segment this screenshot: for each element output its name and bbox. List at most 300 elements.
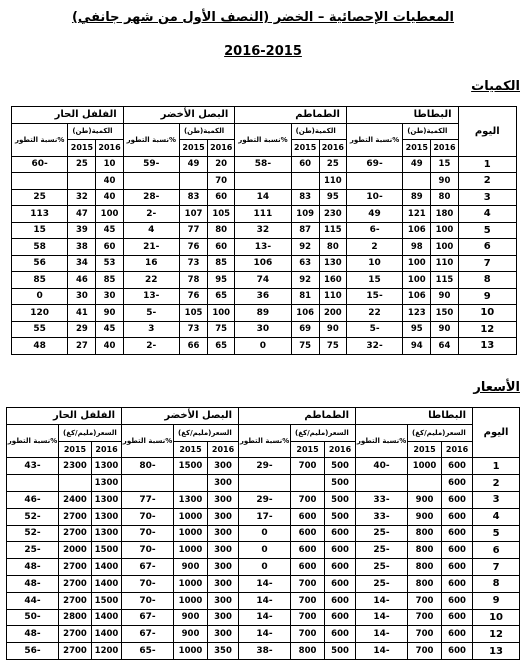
price-cell-2015: 1000 — [174, 525, 208, 542]
price-header-metrics — [7, 424, 520, 441]
qty-cell-pct: 21- — [123, 239, 179, 256]
qty-cell-2015: 49 — [179, 156, 207, 173]
qty-value-header: الكمية(طن) — [291, 123, 346, 140]
price-cell-pct: 0 — [239, 525, 291, 542]
qty-cell-2016: 40 — [96, 173, 123, 190]
price-cell-pct: 67- — [122, 626, 174, 643]
qty-cell-2016: 75 — [208, 321, 235, 338]
qty-cell-2015: 27 — [68, 338, 96, 355]
price-cell-pct: 0 — [239, 542, 291, 559]
qty-cell-2015: 38 — [68, 239, 96, 256]
price-cell-2016: 300 — [208, 458, 239, 475]
price-row — [7, 575, 520, 592]
price-cell-2016: 1400 — [92, 575, 122, 592]
qty-cell-pct: 15 — [12, 222, 68, 239]
price-cell-2015: 700 — [291, 609, 325, 626]
price-cell-2015: 2700 — [59, 559, 92, 576]
price-cell-pct: 48- — [7, 626, 59, 643]
qty-cell-pct: 13- — [235, 239, 291, 256]
qty-cell-day: 5 — [458, 222, 516, 239]
qty-cell-day: 9 — [458, 288, 516, 305]
qty-year-header: 2015 — [68, 140, 96, 157]
qty-cell-2015: 92 — [291, 272, 319, 289]
price-day-header: اليوم — [473, 408, 520, 458]
price-cell-day: 13 — [473, 643, 520, 660]
qty-cell-2015: 25 — [68, 156, 96, 173]
qty-product-header: البطاطا — [346, 107, 458, 124]
price-cell-pct: 14- — [239, 609, 291, 626]
price-cell-2015: 700 — [408, 592, 442, 609]
qty-cell-2015: 76 — [179, 239, 207, 256]
qty-cell-2016: 60 — [96, 239, 123, 256]
qty-cell-2015: 106 — [291, 305, 319, 322]
qty-cell-2016: 60 — [208, 189, 235, 206]
price-cell-2016: 600 — [442, 559, 473, 576]
qty-row — [12, 222, 517, 239]
qty-cell-2015: 81 — [291, 288, 319, 305]
price-cell-2015: 600 — [291, 542, 325, 559]
price-product-header: البطاطا — [356, 408, 473, 425]
price-value-header: السعر(مليم/كغ) — [59, 424, 122, 441]
price-cell-2016: 600 — [325, 609, 356, 626]
qty-cell-2015: 94 — [403, 338, 431, 355]
price-cell-pct: 17- — [239, 508, 291, 525]
qty-cell-2015: 63 — [291, 255, 319, 272]
price-cell-pct: 65- — [122, 643, 174, 660]
price-value-header: السعر(مليم/كغ) — [291, 424, 356, 441]
qty-cell-2015: 73 — [179, 255, 207, 272]
price-row — [7, 559, 520, 576]
price-cell-2015: 900 — [408, 491, 442, 508]
qty-row — [12, 173, 517, 190]
qty-cell-day: 4 — [458, 206, 516, 223]
price-row — [7, 508, 520, 525]
qty-cell-pct — [235, 173, 291, 190]
price-year-header: 2015 — [174, 441, 208, 458]
qty-cell-2016: 75 — [319, 338, 346, 355]
qty-cell-pct — [123, 173, 179, 190]
price-cell-day: 8 — [473, 575, 520, 592]
qty-cell-pct: 4 — [123, 222, 179, 239]
qty-cell-2015: 100 — [403, 272, 431, 289]
price-cell-2016: 1500 — [92, 592, 122, 609]
quantities-section-title: الكميات — [471, 79, 520, 94]
price-cell-2015: 2700 — [59, 626, 92, 643]
qty-row — [12, 156, 517, 173]
price-cell-day: 4 — [473, 508, 520, 525]
qty-cell-day: 6 — [458, 239, 516, 256]
document-title: المعطيات الإحصائية – الخضر (النصف الأول من شهر جانفي) — [71, 10, 455, 25]
price-cell-pct: 38- — [239, 643, 291, 660]
price-cell-2015 — [291, 475, 325, 492]
price-cell-pct: 25- — [356, 542, 408, 559]
price-cell-2015: 900 — [174, 626, 208, 643]
price-year-header: 2016 — [325, 441, 356, 458]
price-value-header: السعر(مليم/كغ) — [408, 424, 473, 441]
qty-cell-pct: 111 — [235, 206, 291, 223]
qty-cell-pct: 2- — [123, 338, 179, 355]
qty-cell-pct: 14 — [235, 189, 291, 206]
qty-cell-pct: 22 — [123, 272, 179, 289]
price-cell-2016: 600 — [442, 592, 473, 609]
price-cell-pct: 14- — [356, 592, 408, 609]
qty-cell-pct: 15- — [346, 288, 402, 305]
qty-cell-2016: 20 — [208, 156, 235, 173]
qty-cell-pct: 0 — [235, 338, 291, 355]
price-row — [7, 626, 520, 643]
qty-cell-2016: 80 — [431, 189, 458, 206]
price-cell-day: 6 — [473, 542, 520, 559]
qty-cell-2016: 100 — [431, 239, 458, 256]
price-cell-pct — [7, 475, 59, 492]
price-cell-2015: 700 — [291, 575, 325, 592]
price-cell-2016: 1400 — [92, 609, 122, 626]
qty-cell-2016: 60 — [208, 239, 235, 256]
price-row — [7, 609, 520, 626]
qty-cell-2016: 80 — [208, 222, 235, 239]
price-year-header: 2015 — [291, 441, 325, 458]
qty-cell-2016: 10 — [96, 156, 123, 173]
price-cell-pct — [122, 475, 174, 492]
qty-cell-2015 — [68, 173, 96, 190]
qty-cell-2015: 109 — [291, 206, 319, 223]
price-cell-pct: 14- — [239, 592, 291, 609]
qty-year-header: 2015 — [291, 140, 319, 157]
qty-day-header: اليوم — [458, 107, 516, 157]
qty-cell-2016: 70 — [208, 173, 235, 190]
price-cell-pct: 70- — [122, 525, 174, 542]
qty-cell-day: 7 — [458, 255, 516, 272]
qty-row — [12, 338, 517, 355]
price-row — [7, 491, 520, 508]
qty-cell-pct: 13- — [123, 288, 179, 305]
qty-cell-pct: 120 — [12, 305, 68, 322]
price-value-header: السعر(مليم/كغ) — [174, 424, 239, 441]
qty-cell-2015 — [179, 173, 207, 190]
qty-cell-2016: 115 — [431, 272, 458, 289]
price-cell-pct: 48- — [7, 575, 59, 592]
qty-cell-2015: 106 — [403, 288, 431, 305]
qty-cell-2016: 65 — [208, 338, 235, 355]
price-cell-2016: 500 — [325, 491, 356, 508]
price-cell-2015 — [59, 475, 92, 492]
prices-section-title: الأسعار — [473, 380, 520, 395]
qty-header-products — [12, 107, 517, 124]
price-cell-2016: 600 — [442, 575, 473, 592]
price-cell-2016: 600 — [325, 592, 356, 609]
qty-cell-pct: 106 — [235, 255, 291, 272]
qty-cell-day: 3 — [458, 189, 516, 206]
qty-cell-2016: 130 — [319, 255, 346, 272]
qty-cell-pct: 10 — [346, 255, 402, 272]
qty-cell-pct: 0 — [12, 288, 68, 305]
price-cell-pct: 33- — [356, 508, 408, 525]
price-cell-2016: 600 — [442, 475, 473, 492]
price-cell-2015: 2300 — [59, 458, 92, 475]
qty-row — [12, 305, 517, 322]
price-pct-header: نسبة التطور% — [239, 424, 291, 458]
qty-cell-pct: 85 — [12, 272, 68, 289]
qty-cell-2016: 90 — [431, 173, 458, 190]
price-cell-2015: 1000 — [174, 592, 208, 609]
price-cell-pct: 14- — [356, 643, 408, 660]
qty-cell-2016: 40 — [96, 189, 123, 206]
price-cell-2016: 1300 — [92, 458, 122, 475]
qty-cell-2015: 69 — [291, 321, 319, 338]
price-cell-2016: 1400 — [92, 626, 122, 643]
qty-row — [12, 189, 517, 206]
qty-cell-pct: 113 — [12, 206, 68, 223]
qty-cell-2016: 25 — [319, 156, 346, 173]
qty-cell-pct: 48 — [12, 338, 68, 355]
qty-cell-2016: 30 — [96, 288, 123, 305]
price-product-header: البصل الأخضر — [122, 408, 239, 425]
qty-cell-2016: 110 — [319, 173, 346, 190]
price-cell-2015: 2700 — [59, 508, 92, 525]
qty-cell-pct: 5- — [346, 321, 402, 338]
qty-cell-2016: 110 — [319, 288, 346, 305]
price-year-header: 2016 — [92, 441, 122, 458]
qty-cell-pct: 2- — [123, 206, 179, 223]
price-cell-pct: 14- — [356, 626, 408, 643]
price-year-header: 2015 — [408, 441, 442, 458]
price-cell-2015: 1000 — [408, 458, 442, 475]
qty-cell-pct: 6- — [346, 222, 402, 239]
price-pct-header: نسبة التطور% — [356, 424, 408, 458]
price-cell-2015: 800 — [408, 559, 442, 576]
qty-cell-2015: 107 — [179, 206, 207, 223]
qty-cell-2015: 106 — [403, 222, 431, 239]
qty-year-header: 2015 — [179, 140, 207, 157]
qty-cell-2015: 30 — [68, 288, 96, 305]
qty-cell-pct: 60- — [12, 156, 68, 173]
qty-cell-2015: 92 — [291, 239, 319, 256]
qty-cell-day: 2 — [458, 173, 516, 190]
price-cell-2015: 900 — [174, 559, 208, 576]
qty-cell-day: 13 — [458, 338, 516, 355]
qty-header-metrics — [12, 123, 517, 140]
qty-cell-2015: 98 — [403, 239, 431, 256]
price-year-header: 2016 — [208, 441, 239, 458]
price-cell-2016: 1300 — [92, 525, 122, 542]
price-cell-2015: 600 — [291, 525, 325, 542]
qty-cell-pct: 49 — [346, 206, 402, 223]
qty-cell-2016: 45 — [96, 321, 123, 338]
price-cell-2015: 800 — [408, 525, 442, 542]
price-cell-2016: 1300 — [92, 508, 122, 525]
price-cell-pct: 0 — [239, 559, 291, 576]
price-cell-pct: 70- — [122, 592, 174, 609]
price-cell-pct: 67- — [122, 559, 174, 576]
price-cell-2015: 700 — [291, 491, 325, 508]
qty-cell-2016: 85 — [96, 272, 123, 289]
price-cell-2016: 300 — [208, 575, 239, 592]
qty-cell-2016: 45 — [96, 222, 123, 239]
qty-row — [12, 321, 517, 338]
qty-cell-day: 8 — [458, 272, 516, 289]
qty-product-header: الطماطم — [235, 107, 347, 124]
price-cell-pct: 77- — [122, 491, 174, 508]
qty-cell-2016: 110 — [431, 255, 458, 272]
price-cell-2016: 500 — [325, 475, 356, 492]
price-cell-pct: 25- — [356, 575, 408, 592]
qty-cell-2015: 29 — [68, 321, 96, 338]
qty-cell-2015: 47 — [68, 206, 96, 223]
price-cell-2016: 600 — [325, 542, 356, 559]
years-title: 2016-2015 — [224, 44, 302, 59]
qty-cell-pct: 58- — [235, 156, 291, 173]
qty-cell-pct: 2 — [346, 239, 402, 256]
price-cell-2015 — [408, 475, 442, 492]
qty-row — [12, 255, 517, 272]
price-pct-header: نسبة التطور% — [122, 424, 174, 458]
qty-cell-pct: 28- — [123, 189, 179, 206]
price-cell-day: 2 — [473, 475, 520, 492]
price-cell-2016: 300 — [208, 491, 239, 508]
qty-cell-2015: 75 — [291, 338, 319, 355]
qty-value-header: الكمية(طن) — [179, 123, 234, 140]
price-cell-2016: 500 — [325, 508, 356, 525]
qty-pct-header: نسبة التطور% — [346, 123, 402, 156]
qty-cell-pct: 30 — [235, 321, 291, 338]
price-cell-day: 9 — [473, 592, 520, 609]
qty-value-header: الكمية(طن) — [68, 123, 123, 140]
price-cell-2015: 1000 — [174, 575, 208, 592]
price-cell-2015: 2400 — [59, 491, 92, 508]
qty-row — [12, 272, 517, 289]
price-cell-2015: 2800 — [59, 609, 92, 626]
qty-cell-2016: 95 — [208, 272, 235, 289]
price-cell-2015: 700 — [408, 609, 442, 626]
price-cell-2016: 1300 — [92, 475, 122, 492]
price-cell-2016: 300 — [208, 475, 239, 492]
qty-cell-2016: 100 — [208, 305, 235, 322]
price-cell-2015: 700 — [408, 626, 442, 643]
qty-cell-pct: 15 — [346, 272, 402, 289]
qty-cell-2016: 100 — [431, 222, 458, 239]
qty-year-header: 2016 — [208, 140, 235, 157]
price-cell-2016: 1200 — [92, 643, 122, 660]
qty-cell-2015: 49 — [403, 156, 431, 173]
qty-cell-2016: 90 — [319, 321, 346, 338]
quantities-table — [11, 106, 517, 355]
qty-cell-2016: 90 — [431, 288, 458, 305]
qty-cell-pct: 56 — [12, 255, 68, 272]
qty-cell-2015: 123 — [403, 305, 431, 322]
price-cell-pct: 14- — [239, 626, 291, 643]
qty-pct-header: نسبة التطور% — [235, 123, 291, 156]
price-cell-2016: 600 — [442, 542, 473, 559]
price-cell-2016: 600 — [442, 609, 473, 626]
price-cell-pct: 33- — [356, 491, 408, 508]
price-cell-pct: 70- — [122, 508, 174, 525]
price-cell-pct: 40- — [356, 458, 408, 475]
qty-cell-2016: 80 — [319, 239, 346, 256]
price-cell-2015: 1500 — [174, 458, 208, 475]
price-cell-day: 7 — [473, 559, 520, 576]
qty-cell-2016: 150 — [431, 305, 458, 322]
price-cell-pct: 14- — [239, 575, 291, 592]
price-cell-day: 12 — [473, 626, 520, 643]
price-cell-2016: 600 — [442, 525, 473, 542]
price-cell-2015: 2000 — [59, 542, 92, 559]
price-row — [7, 525, 520, 542]
qty-cell-pct: 69- — [346, 156, 402, 173]
price-cell-2015: 900 — [174, 609, 208, 626]
price-cell-2016: 600 — [325, 575, 356, 592]
price-cell-2015: 700 — [291, 592, 325, 609]
price-cell-pct: 48- — [7, 559, 59, 576]
qty-cell-2015: 60 — [291, 156, 319, 173]
qty-cell-2015: 78 — [179, 272, 207, 289]
price-cell-2016: 600 — [442, 626, 473, 643]
price-row — [7, 592, 520, 609]
qty-cell-pct: 36 — [235, 288, 291, 305]
qty-product-header: البصل الأخضر — [123, 107, 235, 124]
qty-cell-2015: 73 — [179, 321, 207, 338]
qty-year-header: 2016 — [96, 140, 123, 157]
qty-year-header: 2015 — [403, 140, 431, 157]
price-cell-pct: 25- — [356, 525, 408, 542]
qty-cell-2016: 95 — [319, 189, 346, 206]
price-cell-day: 5 — [473, 525, 520, 542]
price-cell-2015: 1000 — [174, 508, 208, 525]
price-product-header: الفلفل الحار — [7, 408, 122, 425]
qty-cell-2015: 89 — [403, 189, 431, 206]
qty-cell-2016: 90 — [96, 305, 123, 322]
qty-cell-2016: 90 — [431, 321, 458, 338]
price-cell-pct — [239, 475, 291, 492]
price-cell-2016: 300 — [208, 525, 239, 542]
qty-value-header: الكمية(طن) — [403, 123, 458, 140]
qty-cell-pct: 25 — [12, 189, 68, 206]
price-cell-2015: 800 — [408, 575, 442, 592]
price-cell-2016: 600 — [325, 525, 356, 542]
price-cell-pct: 44- — [7, 592, 59, 609]
qty-cell-2015 — [403, 173, 431, 190]
price-cell-2016: 600 — [442, 491, 473, 508]
qty-row — [12, 206, 517, 223]
qty-cell-2016: 53 — [96, 255, 123, 272]
qty-cell-2015: 77 — [179, 222, 207, 239]
qty-cell-2015: 32 — [68, 189, 96, 206]
price-cell-2015: 700 — [408, 643, 442, 660]
price-cell-day: 3 — [473, 491, 520, 508]
price-cell-2015: 1000 — [174, 542, 208, 559]
qty-cell-pct — [12, 173, 68, 190]
price-cell-2016: 300 — [208, 609, 239, 626]
qty-cell-day: 12 — [458, 321, 516, 338]
qty-cell-pct: 32- — [346, 338, 402, 355]
qty-cell-pct: 16 — [123, 255, 179, 272]
qty-cell-day: 10 — [458, 305, 516, 322]
price-cell-2016: 300 — [208, 559, 239, 576]
price-cell-pct: 80- — [122, 458, 174, 475]
price-pct-header: نسبة التطور% — [7, 424, 59, 458]
price-cell-2015: 2700 — [59, 643, 92, 660]
qty-cell-2015: 34 — [68, 255, 96, 272]
qty-cell-2015: 83 — [291, 189, 319, 206]
price-cell-pct: 70- — [122, 575, 174, 592]
price-year-header: 2015 — [59, 441, 92, 458]
qty-year-header: 2016 — [319, 140, 346, 157]
price-cell-2016: 300 — [208, 508, 239, 525]
qty-year-header: 2016 — [431, 140, 458, 157]
price-cell-2016: 1300 — [92, 491, 122, 508]
qty-cell-pct: 5- — [123, 305, 179, 322]
price-cell-2015: 700 — [291, 626, 325, 643]
qty-cell-2015: 66 — [179, 338, 207, 355]
